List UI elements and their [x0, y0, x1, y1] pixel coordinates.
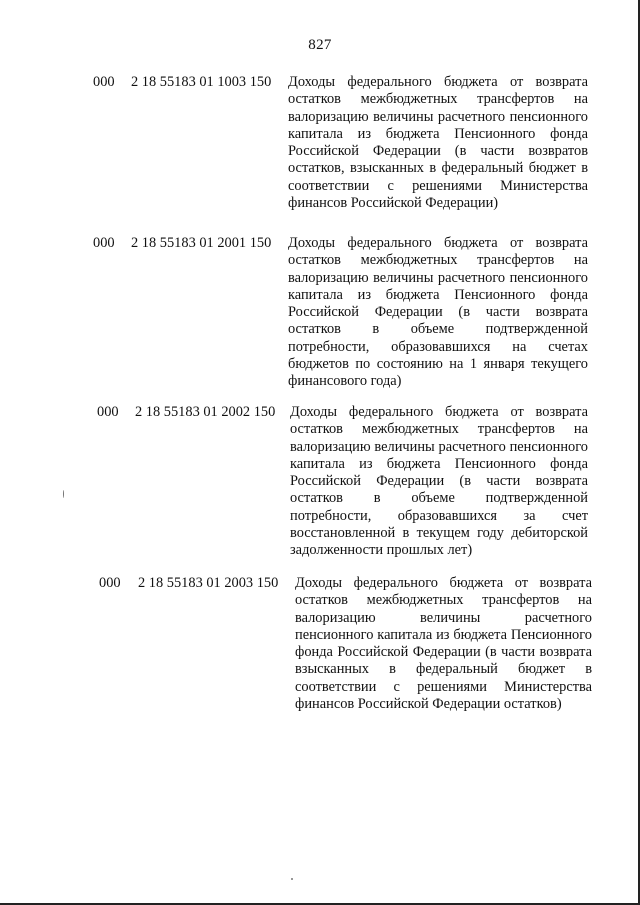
scan-speck — [291, 878, 293, 880]
administrator-code: 000 — [97, 404, 119, 420]
revenue-description: Доходы федерального бюджета от возврата остатков межбюджетных трансфертов на валоризацию величины расчетного пенсионного капитала из бюджета Пенсионного фонда Российской Федерации (в части возврата остатков в объеме подтвержденной потребности, образовавшихся за счет восстановленной в текущем году дебиторской задолженности прошлых лет) — [290, 404, 588, 559]
budget-classification-code: 2 18 55183 01 2001 150 — [131, 235, 272, 251]
revenue-description: Доходы федерального бюджета от возврата остатков межбюджетных трансфертов на валоризацию величины расчетного пенсионного капитала из бюджета Пенсионного фонда Российской Федерации (в части возврата взысканных в федеральный бюджет в соответствии с решениями Министерства финансов Российской Федерации остатков) — [295, 575, 592, 713]
revenue-description: Доходы федерального бюджета от возврата остатков межбюджетных трансфертов на валоризацию величины расчетного пенсионного капитала из бюджета Пенсионного фонда Российской Федерации (в части возвратов остатков, взысканных в федеральный бюджет в соответствии с решениями Министерства финансов Российской Федерации) — [288, 74, 588, 212]
administrator-code: 000 — [93, 74, 115, 90]
page-number: 827 — [308, 37, 332, 53]
revenue-description: Доходы федерального бюджета от возврата остатков межбюджетных трансфертов на валоризацию величины расчетного пенсионного капитала из бюджета Пенсионного фонда Российской Федерации (в части возврата остатков в объеме подтвержденной потребности, образовавшихся на счетах бюджетов по состоянию на 1 января текущего финансового года) — [288, 235, 588, 390]
administrator-code: 000 — [99, 575, 121, 591]
scan-speck — [63, 490, 64, 498]
budget-classification-code: 2 18 55183 01 2002 150 — [135, 404, 276, 420]
budget-classification-code: 2 18 55183 01 2003 150 — [138, 575, 279, 591]
administrator-code: 000 — [93, 235, 115, 251]
budget-classification-code: 2 18 55183 01 1003 150 — [131, 74, 272, 90]
